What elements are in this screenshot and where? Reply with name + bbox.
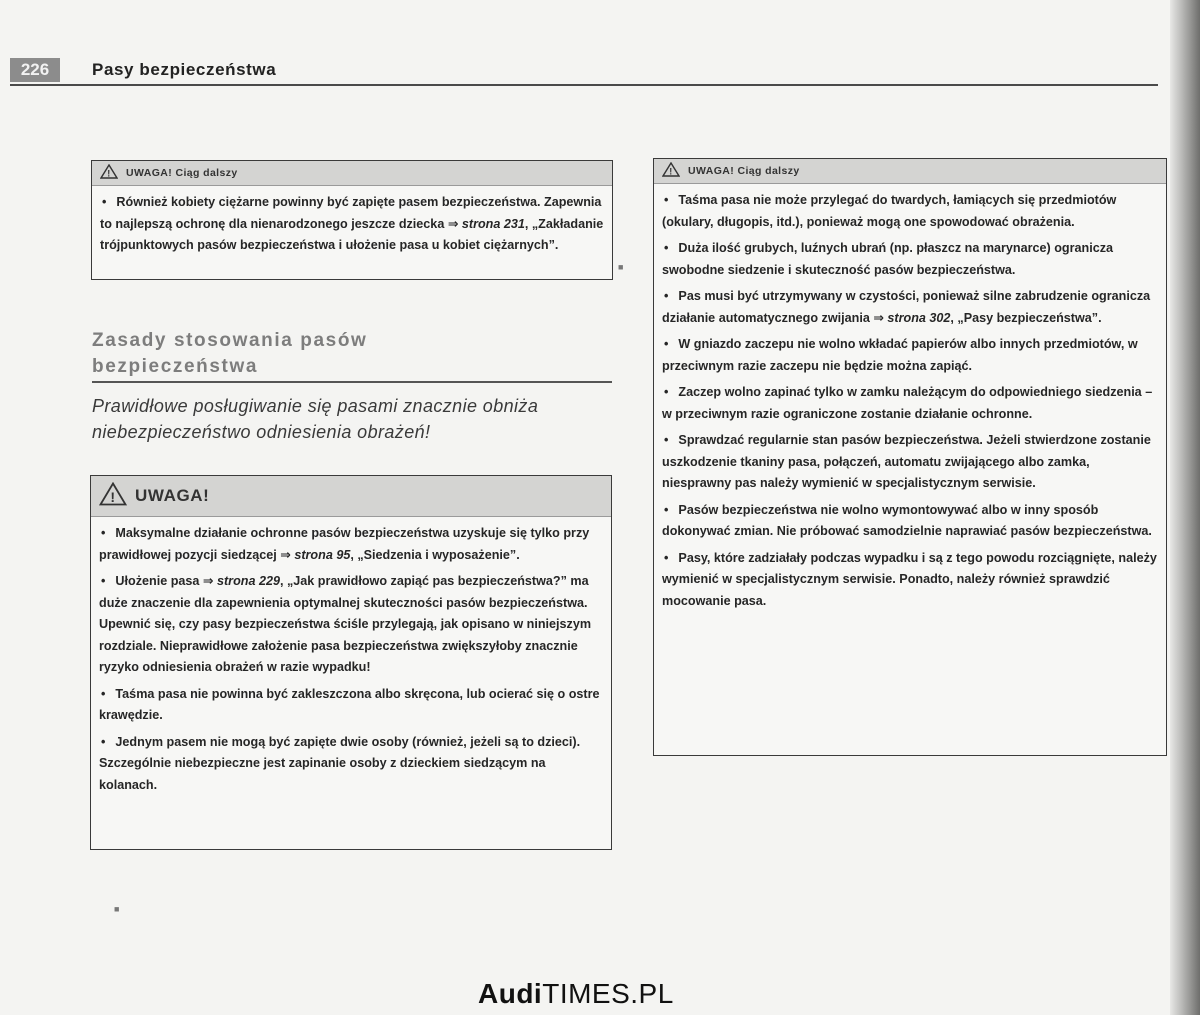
warning-label: UWAGA! Ciąg dalszy bbox=[688, 165, 800, 177]
warning-item bbox=[662, 382, 1158, 425]
bullet-icon: • bbox=[664, 241, 669, 255]
svg-text:!: ! bbox=[669, 166, 673, 177]
bullet-icon: • bbox=[102, 195, 107, 209]
warning-item bbox=[662, 286, 1158, 329]
page-binding-edge bbox=[1170, 0, 1200, 1015]
bullet-icon: • bbox=[101, 734, 106, 749]
warning-item bbox=[100, 192, 604, 257]
footer-mark: ■ bbox=[114, 904, 120, 914]
bullet-icon: • bbox=[101, 686, 106, 701]
section-heading-line1: Zasady stosowania pasów bbox=[92, 330, 368, 351]
warning-item-text: Zaczep wolno zapinać tylko w zamku należącym do odpowiedniego siedzenia – w przeciwnym razie ograniczone zostanie działanie ochronne. bbox=[662, 385, 1153, 421]
warning-box-continued-left bbox=[91, 160, 613, 280]
section-intro: Prawidłowe posługiwanie się pasami znacznie obniża niebezpieczeństwo odniesienia obrażeń! bbox=[92, 396, 539, 442]
warning-item-text: Pas musi być utrzymywany w czystości, ponieważ silne zabrudzenie ogranicza działanie automatycznego zwijania ⇒ bbox=[662, 289, 1151, 325]
page-title: Pasy bezpieczeństwa bbox=[92, 60, 277, 79]
warning-item-text-tail: , „Jak prawidłowo zapiąć pas bezpieczeństwa?” ma duże znaczenie dla zapewnienia optymalnej skuteczności pasów bezpieczeństwa. Upewnić się, czy pasy bezpieczeństwa ściśle przylegają, jak opisano w niniejszym rozdziale. Nieprawidłowe założenie pasa bezpieczeństwa zwiększyłoby znacznie ryzyko odniesienia obrażeń w razie wypadku! bbox=[99, 574, 592, 674]
warning-label: UWAGA! Ciąg dalszy bbox=[126, 167, 238, 179]
warning-triangle-icon bbox=[99, 482, 127, 511]
logo-brand: Audi bbox=[478, 978, 543, 1009]
warning-item-text: Ułożenie pasa ⇒ bbox=[115, 574, 217, 588]
bullet-icon: • bbox=[664, 550, 669, 565]
warning-item-text: Maksymalne działanie ochronne pasów bezpieczeństwa uzyskuje się tylko przy prawidłowej pozycji siedzącej ⇒ bbox=[99, 526, 590, 562]
warning-box-header bbox=[654, 159, 1166, 184]
warning-triangle-icon bbox=[100, 164, 118, 182]
warning-box-continued-right bbox=[653, 158, 1167, 756]
bullet-icon: • bbox=[664, 289, 669, 303]
warning-item-text: Duża ilość grubych, luźnych ubrań (np. płaszcz na marynarce) ogranicza swobodne siedzenie i skuteczność pasów bezpieczeństwa. bbox=[662, 241, 1114, 277]
warning-item bbox=[99, 684, 603, 727]
page-reference-link[interactable]: strona 229 bbox=[216, 574, 280, 588]
page-number: 226 bbox=[10, 58, 60, 82]
warning-box-main bbox=[90, 475, 612, 850]
warning-item bbox=[662, 548, 1158, 613]
page-reference-link[interactable]: strona 95 bbox=[294, 547, 351, 562]
warning-item-text: Jednym pasem nie mogą być zapięte dwie osoby (również, jeżeli są to dzieci). Szczególnie niebezpieczne jest zapinanie osoby z dzieckiem siedzącym na kolanach. bbox=[99, 734, 581, 792]
section-heading bbox=[92, 328, 612, 380]
section-heading-line2: bezpieczeństwa bbox=[92, 356, 259, 377]
warning-item bbox=[99, 571, 603, 679]
warning-item bbox=[99, 523, 603, 566]
warning-item-text: Również kobiety ciężarne powinny być zapięte pasem bezpieczeństwa. Zapewnia to najlepszą ochronę dla nienarodzonego jeszcze dziecka ⇒ bbox=[100, 195, 602, 231]
bullet-icon: • bbox=[664, 337, 669, 351]
warning-item-text-tail: , „Pasy bezpieczeństwa”. bbox=[950, 310, 1102, 325]
svg-text:!: ! bbox=[107, 168, 111, 179]
warning-item bbox=[662, 190, 1158, 233]
logo-rest: TIMES.PL bbox=[542, 978, 674, 1009]
audi-times-logo bbox=[478, 978, 674, 1010]
warning-triangle-icon bbox=[662, 162, 680, 180]
page-reference-link[interactable]: strona 302 bbox=[887, 310, 951, 325]
warning-item bbox=[662, 430, 1158, 495]
warning-item-text: W gniazdo zaczepu nie wolno wkładać papierów albo innych przedmiotów, w przeciwnym razie zaczepu nie będzie można zapiąć. bbox=[662, 337, 1138, 373]
warning-item bbox=[662, 500, 1158, 543]
warning-item-text: Sprawdzać regularnie stan pasów bezpieczeństwa. Jeżeli stwierdzone zostanie uszkodzenie tkaniny pasa, połączeń, automatu zwijającego albo zamka, niesprawny pas należy wymienić w specjalistycznym serwisie. bbox=[662, 433, 1151, 490]
warning-item-text: Pasów bezpieczeństwa nie wolno wymontowywać albo w inny sposób dokonywać zmian. Nie próbować samodzielnie naprawiać pasów bezpieczeństwa. bbox=[662, 502, 1152, 538]
bullet-icon: • bbox=[664, 433, 669, 447]
warning-items bbox=[91, 517, 611, 796]
warning-label: UWAGA! bbox=[135, 486, 210, 505]
end-mark: ■ bbox=[618, 262, 624, 272]
bullet-icon: • bbox=[664, 502, 669, 517]
warning-items bbox=[92, 186, 612, 257]
svg-text:!: ! bbox=[110, 488, 116, 505]
bullet-icon: • bbox=[101, 526, 106, 540]
section-divider bbox=[92, 381, 612, 383]
warning-items bbox=[654, 184, 1166, 612]
warning-item-text-tail: , „Zakładanie trójpunktowych pasów bezpieczeństwa i ułożenie pasa u kobiet ciężarnych”. bbox=[100, 216, 604, 252]
warning-box-header bbox=[91, 476, 611, 517]
bullet-icon: • bbox=[664, 385, 669, 399]
warning-item-text-tail: , „Siedzenia i wyposażenie”. bbox=[350, 547, 520, 562]
warning-box-header bbox=[92, 161, 612, 186]
bullet-icon: • bbox=[101, 574, 106, 588]
page-reference-link[interactable]: strona 231 bbox=[461, 216, 525, 231]
warning-item bbox=[662, 334, 1158, 377]
warning-item bbox=[99, 732, 603, 797]
warning-item-text: Taśma pasa nie może przylegać do twardych, łamiących się przedmiotów (okulary, długopis, itd.), ponieważ mogą one spowodować obrażenia. bbox=[662, 193, 1117, 229]
header-divider bbox=[10, 84, 1158, 86]
warning-item bbox=[662, 238, 1158, 281]
warning-item-text: Taśma pasa nie powinna być zakleszczona albo skręcona, lub ocierać się o ostre krawędzie. bbox=[99, 686, 600, 722]
bullet-icon: • bbox=[664, 193, 669, 207]
warning-item-text: Pasy, które zadziałały podczas wypadku i są z tego powodu rozciągnięte, należy wymienić w specjalistycznym serwisie. Ponadto, należy również sprawdzić mocowanie pasa. bbox=[662, 550, 1157, 608]
